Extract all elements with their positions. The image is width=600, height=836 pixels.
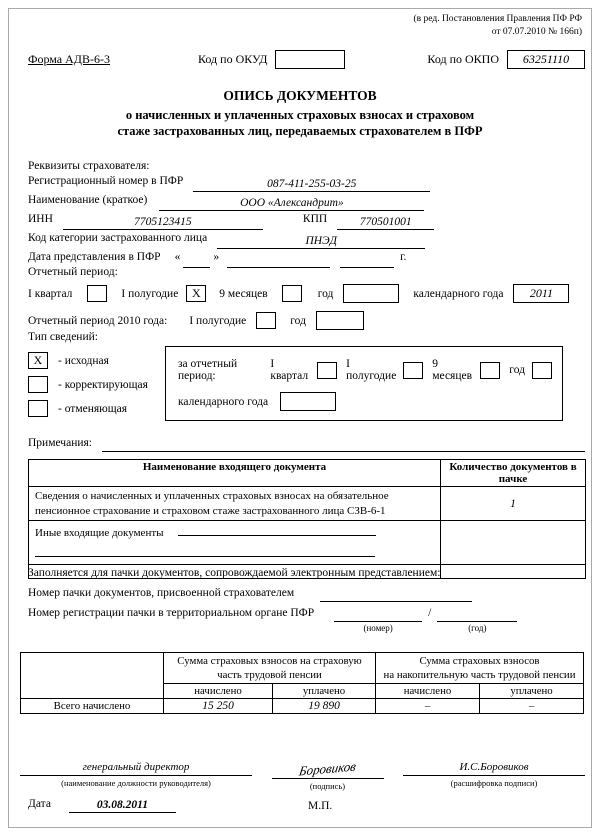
pack-heading: Заполняется для пачки документов, сопровождаемой электронным представлением: [28,567,441,579]
funded-part-header [376,653,584,684]
sums-header-row-1 [21,653,584,684]
box-calendar-label: календарного года [178,395,269,408]
box-period-label: за отчетный период: [178,358,238,382]
pack-number-label: Номер пачки документов, присвоенной страхователем [28,587,295,599]
date-label: Дата [28,798,51,810]
half-year-checkbox[interactable]: X [186,285,206,302]
pack-number-row [28,587,585,602]
for-reporting-period-box [165,346,563,421]
signature-section [20,758,585,812]
funded-paid-header: уплачено [480,684,584,699]
other-documents-cell [29,521,441,565]
doc-table-row-szv [29,487,586,521]
szv-document-count: 1 [441,487,586,521]
box-q1-checkbox[interactable] [317,362,337,379]
doc-table-row-other [29,521,586,565]
date-row [28,798,176,813]
other-documents-field-2[interactable] [35,541,375,557]
title-subtitle-line2: стаже застрахованных лиц, передаваемых страхователем в ПФР [117,124,483,138]
funded-header-line1: Сумма страховых взносов [419,655,540,667]
contribution-sums-table [20,652,584,714]
year-suffix: г. [400,251,407,263]
pack-reg-number-field[interactable] [334,607,422,622]
year-label: год [317,287,334,300]
submission-date-label: Дата представления в ПФР [28,251,161,263]
kpp-label: КПП [302,213,328,225]
box-period-row [178,358,552,382]
notes-row [28,437,585,452]
doc-name-column-header: Наименование входящего документа [29,460,441,487]
calendar-year-label: календарного года [413,287,504,300]
other-documents-count [441,521,586,565]
revision-note-line2: от 07.07.2010 № 166п) [491,26,582,37]
date-field[interactable]: 03.08.2011 [69,798,176,813]
total-accrued-label: Всего начислено [21,699,164,714]
period-2010-half-label: I полугодие [189,314,247,327]
half-year-label: I полугодие [121,287,179,300]
title-main: ОПИСЬ ДОКУМЕНТОВ [223,88,377,103]
reg-number-field[interactable]: 087-411-255-03-25 [193,177,430,192]
insurance-paid-value: 19 890 [273,699,376,714]
box-calendar-row [178,392,552,411]
reporting-period-row [28,284,585,303]
correcting-checkbox[interactable] [28,376,48,393]
category-code-label: Код категории застрахованного лица [28,232,208,244]
q1-checkbox[interactable] [87,285,107,302]
other-documents-field-1[interactable] [178,523,376,536]
pack-section [28,567,585,633]
reg-number-label: Регистрационный номер в ПФР [28,175,184,187]
name-field[interactable]: И.С.Боровиков [403,761,585,776]
requisites-section [28,160,585,270]
inn-field[interactable]: 7705123415 [63,215,263,230]
insurance-accrued-header: начислено [164,684,273,699]
form-number-label: Форма АДВ-6-3 [28,52,110,66]
info-type-section [28,331,585,433]
original-label: - исходная [58,354,109,367]
name-caption: (расшифровка подписи) [450,778,538,788]
funded-accrued-value: – [376,699,480,714]
okud-label: Код по ОКУД [197,52,268,66]
cancelling-label: - отменяющая [58,402,127,415]
original-checkbox[interactable]: X [28,352,48,369]
nine-months-checkbox[interactable] [282,285,302,302]
period-2010-year-label: год [290,314,306,327]
category-code-row [28,232,585,249]
short-name-field[interactable]: ООО «Александрит» [159,196,424,211]
period-2010-row [28,311,585,330]
box-nine-label: 9 месяцев [432,358,473,382]
pack-slash: / [428,607,432,619]
cancelling-checkbox[interactable] [28,400,48,417]
okpo-label: Код по ОКПО [427,52,499,66]
revision-note-line1: (в ред. Постановления Правления ПФ РФ [413,14,582,24]
sums-total-row [21,699,584,714]
box-half-label: I полугодие [346,358,397,382]
period-2010-label: Отчетный период 2010 года: [28,314,168,327]
kpp-field[interactable]: 770501001 [337,215,434,230]
funded-accrued-header: начислено [376,684,480,699]
insurance-paid-header: уплачено [273,684,376,699]
pack-reg-year-field[interactable] [437,607,517,622]
signature-field[interactable] [272,758,384,779]
notes-field[interactable] [102,437,585,452]
sums-empty-corner-cell [21,653,164,699]
nine-months-label: 9 месяцев [219,287,268,300]
notes-section [28,437,585,452]
okud-group [198,50,346,69]
box-q1-label: I квартал [270,358,309,382]
position-caption: (наименование должности руководителя) [61,778,211,788]
insurance-accrued-value: 15 250 [164,699,273,714]
szv-document-name: Сведения о начисленных и уплаченных страховых взносах на обязательное пенсионное страхование и страховом стаже застрахованного лица СЗВ-6-1 [29,487,441,521]
doc-count-column-header: Количество документов в пачке [441,460,586,487]
pack-number-caption: (номер) [363,623,393,633]
reporting-period-section [28,266,585,330]
year-box[interactable] [343,284,399,303]
box-nine-checkbox[interactable] [480,362,500,379]
correcting-label: - корректирующая [58,378,148,391]
pack-reg-year-col [437,607,517,633]
signature-columns [20,758,585,791]
other-documents-label: Иные входящие документы [35,527,164,540]
name-column [403,761,585,791]
pack-year-caption: (год) [468,623,487,633]
period-2010-year-box[interactable] [316,311,364,330]
quote-open: « [174,251,181,263]
box-calendar-year-box[interactable] [280,392,336,411]
signature-caption: (подпись) [309,781,346,791]
okud-value-box[interactable] [275,50,345,69]
calendar-year-box[interactable]: 2011 [513,284,569,303]
position-column [20,761,252,791]
q1-label: I квартал [28,287,73,300]
period-2010-half-checkbox[interactable] [256,312,276,329]
insurance-header-line1: Сумма страховых взносов на страховую [177,655,362,667]
document-title [0,88,600,139]
stamp-place-label: М.П. [308,800,333,812]
requisites-heading: Реквизиты страхователя: [28,160,150,172]
short-name-label: Наименование (краткое) [28,194,148,206]
pack-number-field[interactable] [320,587,472,602]
reporting-period-heading: Отчетный период: [28,266,118,278]
handwritten-signature: Боровиков [297,758,358,779]
short-name-row [28,194,585,211]
notes-label: Примечания: [28,437,92,449]
box-half-checkbox[interactable] [403,362,423,379]
pack-reg-label: Номер регистрации пачки в территориальном органе ПФР [28,607,315,619]
info-type-heading: Тип сведений: [28,331,98,343]
okpo-group [427,50,585,69]
position-field[interactable]: генеральный директор [20,761,252,776]
form-header-row [28,50,585,69]
funded-paid-value: – [480,699,584,714]
insurance-header-line2: часть трудовой пенсии [217,669,322,682]
reg-number-row [28,175,585,192]
doc-table-header-row [29,460,586,487]
insurance-part-header [164,653,376,684]
pack-reg-row [28,607,585,633]
inn-label: ИНН [28,213,53,225]
box-year-checkbox[interactable] [532,362,552,379]
quote-close: » [213,251,220,263]
funded-header-line2: на накопительную часть трудовой пенсии [383,669,576,682]
box-year-label: год [509,364,525,376]
incoming-documents-table [28,459,586,579]
revision-note [414,13,583,39]
signature-column [272,758,384,791]
pack-reg-number-col [334,607,422,633]
okpo-value-box[interactable]: 63251110 [507,50,585,69]
title-subtitle-line1: о начисленных и уплаченных страховых взносах и страховом [125,108,475,122]
category-code-field[interactable]: ПНЭД [217,234,425,249]
inn-kpp-row [28,213,585,230]
